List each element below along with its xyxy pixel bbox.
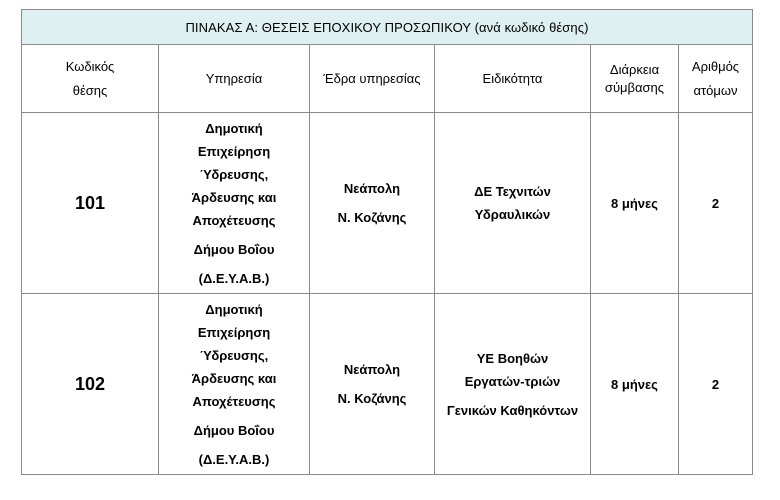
service-cell: [159, 294, 310, 475]
duration-cell: 8 μήνες: [591, 113, 679, 294]
header-count-line: Αριθμός: [691, 58, 740, 74]
service-line: Επιχείρηση: [197, 324, 271, 340]
specialty-cell: [435, 113, 591, 294]
positions-table-container: [21, 9, 752, 475]
seat-line: Νεάπολη: [343, 362, 401, 377]
header-code-line: Κωδικός: [65, 58, 115, 74]
seat-line: Νεάπολη: [343, 181, 401, 196]
service-cell: [159, 113, 310, 294]
count-cell: 2: [679, 113, 753, 294]
service-abbreviation: (Δ.Ε.Υ.Α.Β.): [198, 451, 270, 467]
service-abbreviation: (Δ.Ε.Υ.Α.Β.): [198, 270, 270, 286]
seat-line: Ν. Κοζάνης: [337, 391, 407, 406]
table-caption: ΠΙΝΑΚΑΣ Α: ΘΕΣΕΙΣ ΕΠΟΧΙΚΟΥ ΠΡΟΣΩΠΙΚΟΥ (ανά κωδικό θέσης): [22, 10, 753, 45]
position-code: 101: [22, 113, 159, 294]
service-line: Επιχείρηση: [197, 143, 271, 159]
header-code-line: θέσης: [72, 82, 108, 98]
specialty-line: Γενικών Καθηκόντων: [446, 402, 579, 418]
service-line: Δημοτική: [205, 301, 263, 317]
count-cell: 2: [679, 294, 753, 475]
service-line: Ύδρευσης,: [199, 347, 269, 363]
header-duration-line: σύμβασης: [604, 79, 665, 95]
table-row: [22, 113, 753, 294]
service-line: Άρδευσης και: [191, 189, 277, 205]
specialty-line: ΥΕ Βοηθών: [476, 350, 549, 366]
specialty-cell: [435, 294, 591, 475]
service-line: Άρδευσης και: [191, 370, 277, 386]
header-code: [22, 45, 159, 113]
table-row: [22, 294, 753, 475]
header-row: [22, 45, 753, 113]
specialty-line: Εργατών-τριών: [464, 373, 561, 389]
header-service: Υπηρεσία: [159, 45, 310, 113]
position-code: 102: [22, 294, 159, 475]
service-municipality: Δήμου Βοΐου: [193, 241, 275, 257]
service-line: Αποχέτευσης: [192, 393, 276, 409]
service-line: Δημοτική: [205, 120, 263, 136]
service-municipality: Δήμου Βοΐου: [193, 422, 275, 438]
duration-cell: 8 μήνες: [591, 294, 679, 475]
header-seat: Έδρα υπηρεσίας: [310, 45, 435, 113]
service-line: Αποχέτευσης: [192, 212, 276, 228]
header-count-line: ατόμων: [693, 82, 738, 98]
seat-cell: [310, 294, 435, 475]
seat-line: Ν. Κοζάνης: [337, 210, 407, 225]
specialty-line: Υδραυλικών: [474, 207, 551, 222]
header-duration: [591, 45, 679, 113]
specialty-line: ΔΕ Τεχνιτών: [474, 184, 551, 199]
header-specialty: Ειδικότητα: [435, 45, 591, 113]
positions-table: [21, 9, 753, 475]
seat-cell: [310, 113, 435, 294]
caption-row: [22, 10, 753, 45]
header-count: [679, 45, 753, 113]
service-line: Ύδρευσης,: [199, 166, 269, 182]
header-duration-line: Διάρκεια: [609, 61, 660, 77]
